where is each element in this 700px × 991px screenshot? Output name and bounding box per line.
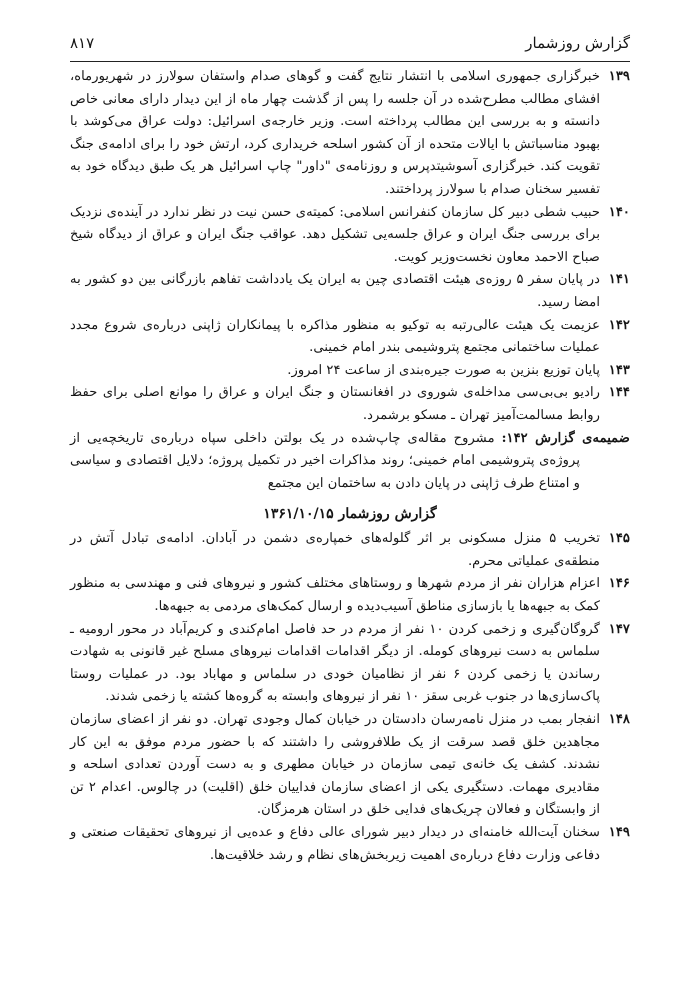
entry-147 — [70, 619, 630, 709]
running-title: گزارش روزشمار — [525, 34, 630, 52]
entry-number: ۱۴۵ — [608, 531, 630, 547]
annex-text: مشروح مقاله‌ی چاپ‌شده در یک بولتن داخلی سپاه درباره‌ی تاریخچه‌یی از پروژه‌ی پتروشیمی امام خمینی؛ روند مذاکرات اخیر در تکمیل پروژه؛ دلایل اقتصادی و سیاسی و امتناع طرف ژاپنی در پایان دادن به ساختمان این مجتمع — [70, 430, 580, 491]
entry-number: ۱۴۸ — [608, 712, 630, 728]
entry-text: حبیب شطی دبیر کل سازمان کنفرانس اسلامی: کمیته‌ی حسن نیت در نظر ندارد در آینده‌ی نزدیک برای بررسی جنگ ایران و عراق جلسه‌یی تشکیل دهد. عواقب جنگ ایران و عراق از دیدگاه شیخ صباح الاحمد معاون نخست‌وزیر کویت. — [70, 204, 600, 265]
page-header — [70, 34, 630, 58]
header-rule — [70, 61, 630, 62]
entry-139 — [70, 66, 630, 202]
entry-text: در پایان سفر ۵ روزه‌ی هیئت اقتصادی چین به ایران یک یادداشت تفاهم بازرگانی بین دو کشور به امضا رسید. — [70, 272, 600, 310]
page-number: ۸۱۷ — [70, 34, 95, 52]
entry-number: ۱۴۴ — [608, 385, 630, 401]
entry-141 — [70, 269, 630, 314]
entry-text: عزیمت یک هیئت عالی‌رتبه به توکیو به منظور مذاکره با پیمانکاران ژاپنی درباره‌ی شروع مجدد عملیات ساختمانی مجتمع پتروشیمی بندر امام خمینی. — [70, 317, 600, 356]
entry-text: اعزام هزاران نفر از مردم شهرها و روستاهای مختلف کشور و نیروهای فنی و مهندسی به منظور کمک به جبهه‌ها یا بازسازی مناطق آسیب‌دیده و ارسال کمک‌های مردمی به جبهه‌ها. — [70, 576, 600, 615]
entry-number: ۱۳۹ — [608, 69, 630, 84]
annex-paragraph — [70, 428, 630, 496]
entry-145 — [70, 528, 630, 573]
document-body — [70, 66, 630, 867]
entry-number: ۱۴۲ — [608, 317, 630, 333]
entry-149 — [70, 822, 630, 867]
annex-label: ضمیمه‌ی گزارش ۱۴۲: — [501, 430, 630, 446]
entry-142 — [70, 315, 630, 360]
entry-text: خبرگزاری جمهوری اسلامی با انتشار نتایج گفت و گوهای صدام واستفان سولارز در شهریورماه، افشای مطالب مطرح‌شده در آن جلسه را پس از گذشت چهار ماه از این دیدار دارای معانی خاص دانسته و به بررسی این مطالب پرداخته است. وزیر خارجه‌ی اسرائیل: دولت عراق می‌کوشد با بهبود مناسباتش با ایالات متحده از آن کشور اسلحه خریداری کرد، ارتش خود را برای ادامه‌ی جنگ تقویت کند. خبرگزاری آسوشیتدپرس و روزنامه‌ی "داور" چاپ اسرائیل هر یک طبق دیدگاه خود به تفسیر سخنان صدام با سولارز پرداختند. — [70, 69, 600, 197]
entry-number: ۱۴۶ — [608, 576, 630, 592]
entry-text: تخریب ۵ منزل مسکونی بر اثر گلوله‌های خمپاره‌ی دشمن در آبادان. ادامه‌ی تبادل آتش در منطقه‌ی عملیاتی محرم. — [70, 531, 600, 569]
entry-143 — [70, 360, 630, 383]
entry-number: ۱۴۱ — [608, 272, 630, 288]
entry-144 — [70, 382, 630, 427]
entry-140 — [70, 202, 630, 270]
entry-number: ۱۴۰ — [608, 204, 630, 220]
entry-148 — [70, 709, 630, 822]
entry-text: پایان توزیع بنزین به صورت جیره‌بندی از ساعت ۲۴ امروز. — [287, 362, 600, 378]
section-title: گزارش روزشمار ۱۳۶۱/۱۰/۱۵ — [263, 506, 437, 523]
entry-text: انفجار بمب در منزل نامه‌رسان دادستان در خیابان کمال وجودی تهران. دو نفر از اعضای سازمان مجاهدین خلق قصد سرقت از یک طلافروشی را داشتند که با حضور مردم موفق به این کار نشدند. کشف یک خانه‌ی تیمی سازمان در خیابان مطهری و به دست آوردن تعدادی اسلحه و مقادیری مهمات. دستگیری یکی از اعضای سازمان فداییان خلق (اقلیت) در چالوس. اعدام ۲ تن از وابستگان و فعالان چریک‌های فدایی خلق در استان هرمزگان. — [70, 712, 600, 818]
entry-number: ۱۴۳ — [608, 362, 630, 378]
entry-146 — [70, 573, 630, 618]
entry-text: رادیو بی‌بی‌سی مداخله‌ی شوروی در افغانستان و جنگ ایران و عراق را موانع اصلی برای حفظ روابط مسالمت‌آمیز تهران ـ مسکو برشمرد. — [70, 385, 600, 423]
entry-text: گروگان‌گیری و زخمی کردن ۱۰ نفر از مردم در حد فاصل امام‌کندی و کریم‌آباد در محور ارومیه ـ سلماس به دست نیروهای کومله. از دیگر اقدامات اقدامات نیروهای مسلح غیر قانونی به شهادت رساندن یا زخمی کردن ۶ نفر از نظامیان خودی در سلماس و مهاباد بود. در عملیات روستا پاک‌سازی‌ها در جنوب غربی سقز ۱۰ نفر از نیروهای وابسته به گروه‌ها کشته یا زخمی شدند. — [70, 621, 600, 705]
entry-number: ۱۴۷ — [608, 621, 630, 637]
entry-number: ۱۴۹ — [608, 825, 630, 840]
entry-text: سخنان آیت‌الله خامنه‌ای در دیدار دبیر شورای عالی دفاع و عده‌یی از نیروهای تحقیقات صنعتی و دفاعی وزارت دفاع درباره‌ی اهمیت زیربخش‌های نظام و رشد خلاقیت‌ها. — [70, 825, 600, 863]
